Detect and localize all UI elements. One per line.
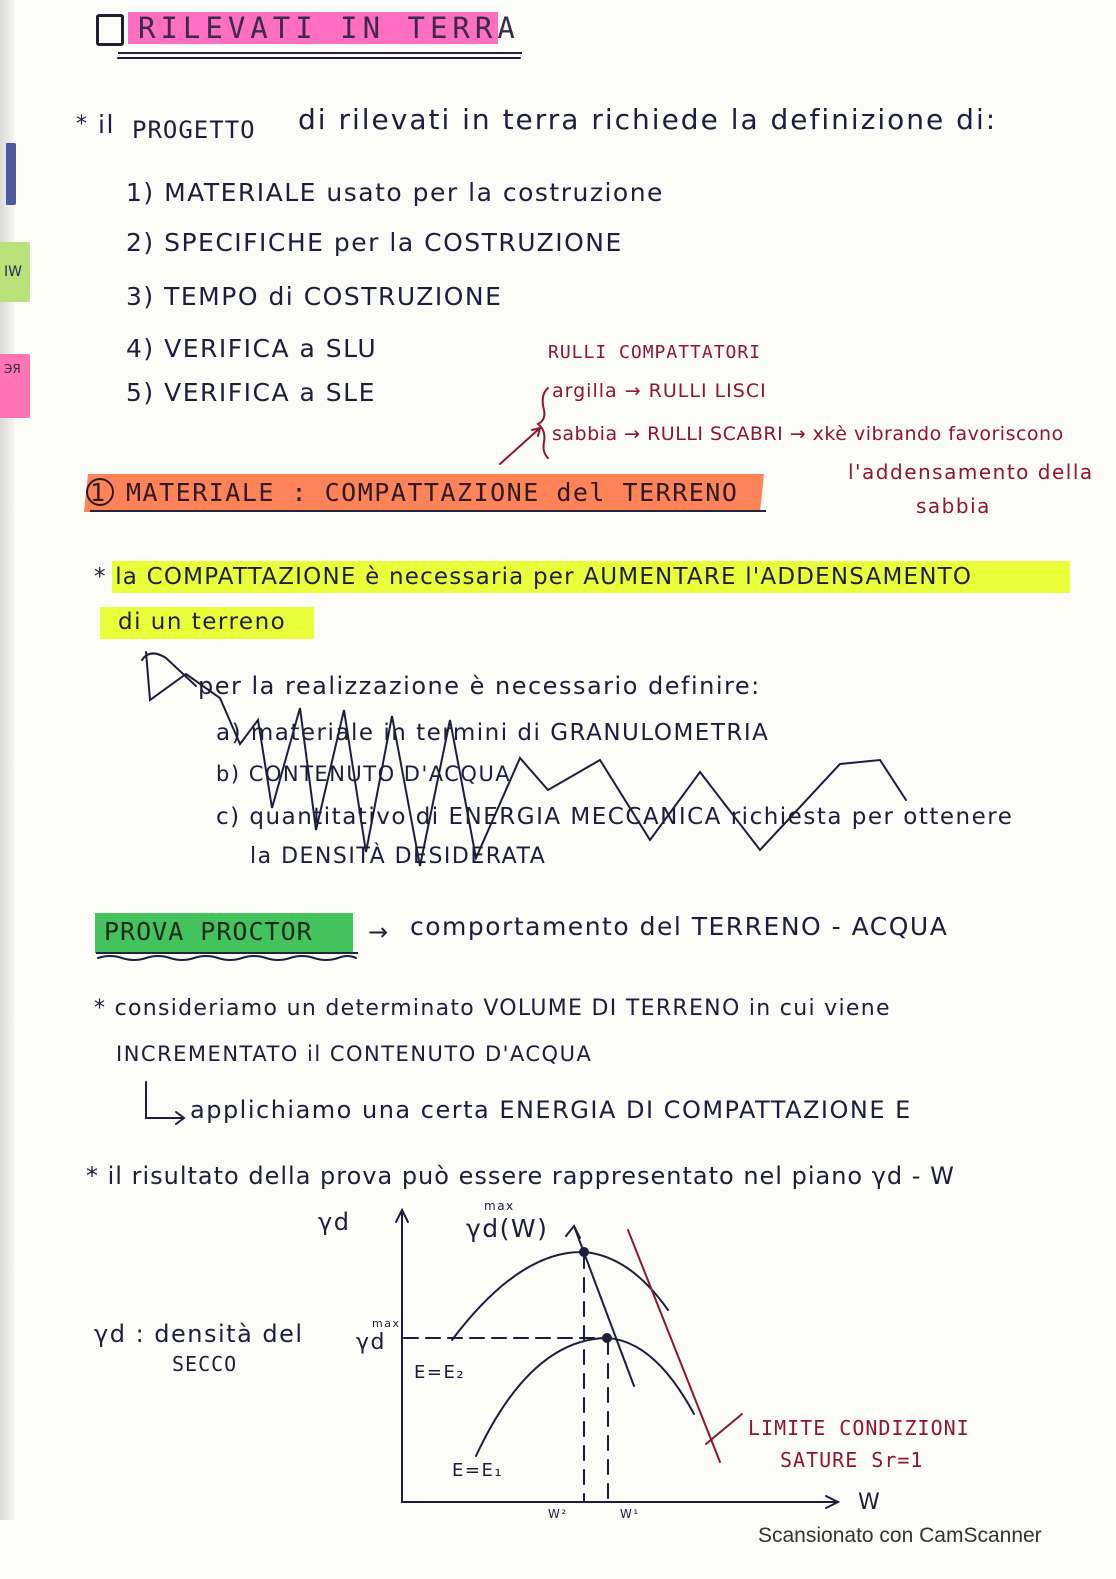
intro-progetto: PROGETTO xyxy=(132,116,256,144)
requirement-5: 5) VERIFICA a SLE xyxy=(126,378,376,407)
rollers-clay: argilla → RULLI LISCI xyxy=(552,380,767,402)
compaction-item-b: b) CONTENUTO D'ACQUA xyxy=(216,762,512,786)
max-point-e1 xyxy=(603,1334,611,1342)
requirement-3: 3) TEMPO di COSTRUZIONE xyxy=(126,282,503,311)
section-heading: MATERIALE : COMPATTAZIONE del TERRENO xyxy=(126,478,739,507)
scribble-lines xyxy=(146,652,906,869)
compaction-line-2: di un terreno xyxy=(118,609,287,635)
consider-line-1: * consideriamo un determinato VOLUME DI TERRENO in cui viene xyxy=(94,996,891,1021)
graph-legend-2: SECCO xyxy=(172,1352,238,1376)
compaction-line-1: * la COMPATTAZIONE è necessaria per AUMENTARE l'ADDENSAMENTO xyxy=(94,564,973,590)
proctor-wavy-underline xyxy=(98,956,356,960)
graph-ymax-sup: max xyxy=(372,1317,401,1330)
rollers-sand: sabbia → RULLI SCABRI → xkè vibrando favoriscono xyxy=(552,423,1064,445)
graph-x-tick-1: W¹ xyxy=(620,1507,640,1521)
compaction-item-c: c) quantitativo di ENERGIA MECCANICA richiesta per ottenere xyxy=(216,804,1014,830)
red-arrow xyxy=(500,428,540,464)
graph-max-label: max xyxy=(484,1199,515,1213)
compaction-item-a: a) materiale in termini di GRANULOMETRIA xyxy=(216,720,770,746)
graph-ymax-label: γd xyxy=(356,1330,386,1355)
saturation-pointer xyxy=(706,1414,742,1444)
page-title: RILEVATI IN TERRA xyxy=(138,11,520,45)
rollers-heading: RULLI COMPATTATORI xyxy=(548,342,762,363)
requirement-1: 1) MATERIALE usato per la costruzione xyxy=(126,178,664,207)
graph-x-label: W xyxy=(858,1490,882,1515)
saturation-line xyxy=(628,1230,720,1462)
saturation-label-2: SATURE Sr=1 xyxy=(780,1448,924,1472)
consider-line-3: applichiamo una certa ENERGIA DI COMPATTAZIONE E xyxy=(190,1096,912,1124)
section-number: 1 xyxy=(90,478,107,507)
proctor-arrow: → xyxy=(368,918,390,946)
saturation-label-1: LIMITE CONDIZIONI xyxy=(748,1416,970,1440)
rollers-sand-3: sabbia xyxy=(916,494,991,518)
proctor-label: PROVA PROCTOR xyxy=(104,917,313,946)
graph-x-tick-2: W² xyxy=(548,1507,568,1521)
compaction-intro: per la realizzazione è necessario definire: xyxy=(198,672,761,700)
graph-legend-1: γd : densità del xyxy=(94,1320,304,1348)
proctor-text: comportamento del TERRENO - ACQUA xyxy=(410,912,949,941)
graph-y-label: γd xyxy=(318,1208,351,1236)
scribble-arrow xyxy=(142,653,196,686)
tab-c-label: ЭЯ xyxy=(4,362,21,376)
intro-text: di rilevati in terra richiede la definizione di: xyxy=(298,103,998,136)
curve-e2 xyxy=(452,1252,668,1340)
max-point-e2 xyxy=(580,1248,588,1256)
requirement-4: 4) VERIFICA a SLU xyxy=(126,334,378,363)
section-number-circle xyxy=(87,479,113,505)
rollers-sand-2: l'addensamento della xyxy=(848,460,1094,484)
result-line: * il risultato della prova può essere rappresentato nel piano γd - W xyxy=(86,1162,955,1190)
requirement-2: 2) SPECIFICHE per la COSTRUZIONE xyxy=(126,228,623,257)
intro-bullet: * xyxy=(76,112,89,137)
intro-il: il xyxy=(98,110,115,139)
graph-curve-label: γd(W) xyxy=(466,1214,549,1243)
compaction-item-c2: la DENSITÀ DESIDERATA xyxy=(250,844,547,869)
graph-axes xyxy=(402,1210,838,1502)
scan-footer: Scansionato con CamScanner xyxy=(758,1524,1042,1547)
tab-b-label: IW xyxy=(4,264,22,280)
graph-energy-2: E=E₂ xyxy=(414,1362,466,1383)
graph-energy-1: E=E₁ xyxy=(452,1460,504,1481)
red-brace xyxy=(538,388,548,458)
consider-line-2: INCREMENTATO il CONTENUTO D'ACQUA xyxy=(116,1042,593,1066)
